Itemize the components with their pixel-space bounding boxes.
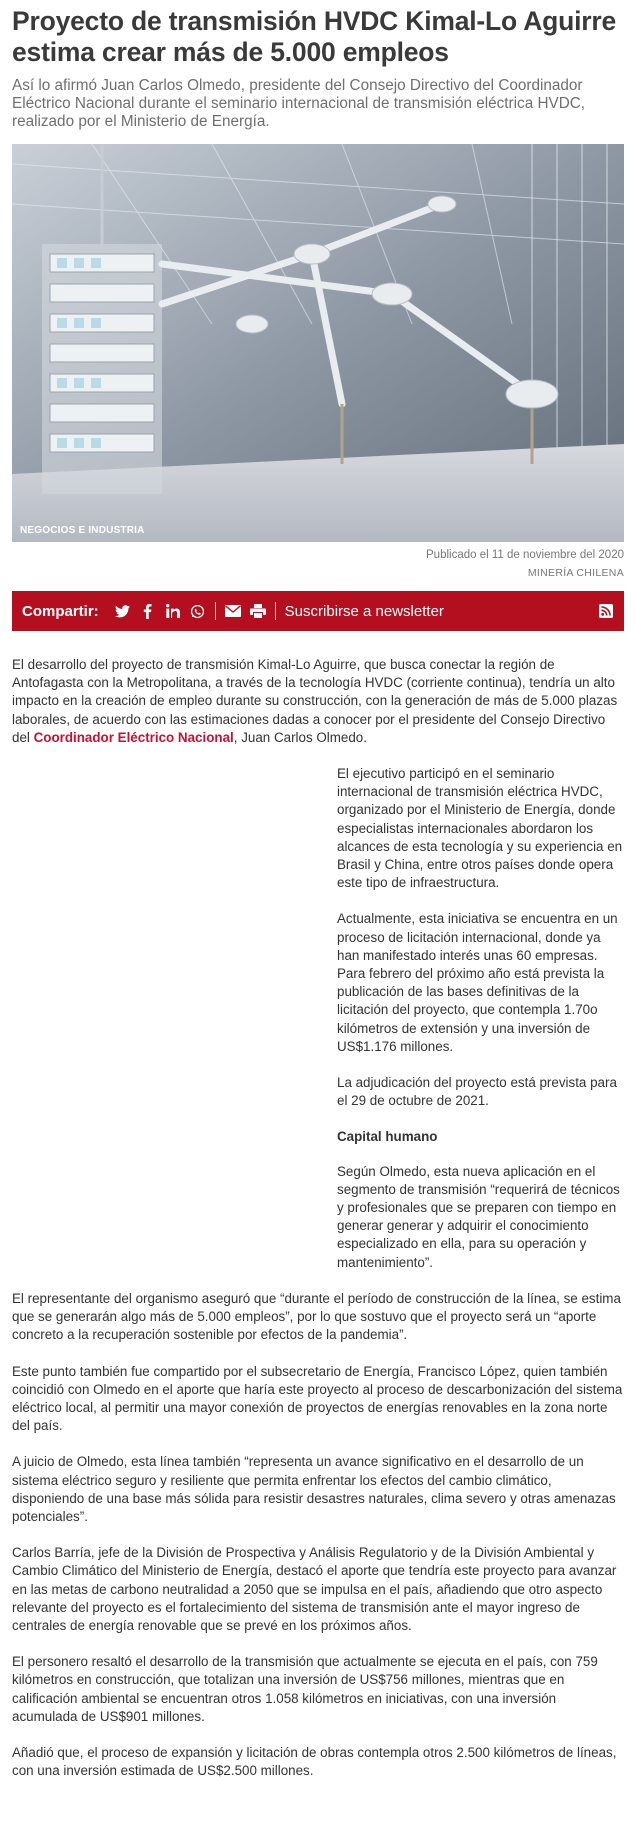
linkedin-icon[interactable] — [165, 603, 181, 619]
paragraph-6: El representante del organismo aseguró que “durante el período de construcción de la línea, se estima que se generarán algo más de 5.000 empleos”, por lo que sostuvo que el proyecto será un “aporte concreto a la recuperación sostenible por efectos de la pandemia”. — [12, 1290, 621, 1343]
coordinador-link[interactable]: Coordinador Eléctrico Nacional — [33, 729, 234, 745]
publish-date: Publicado el 11 de noviembre del 2020 — [426, 549, 624, 561]
share-social-icons — [115, 603, 206, 619]
paragraph-2: El ejecutivo participó en el seminario internacional de transmisión eléctrica HVDC, organizado por el Ministerio de Energía, donde especialistas internacionales abordaron los alcances de esta tecnología y su experiencia en Brasil y China, entre otros países donde opera este tipo de infraestructura. — [337, 766, 623, 891]
divider — [215, 602, 216, 620]
category-badge[interactable]: NEGOCIOS E INDUSTRIA — [20, 525, 145, 536]
paragraph-11: Añadió que, el proceso de expansión y licitación de obras contempla otros 2.500 kilómetros de líneas, con una inversión estimada de US$2.500 millones. — [12, 1744, 617, 1779]
article-title: Proyecto de transmisión HVDC Kimal-Lo Aguirre estima crear más de 5.000 empleos — [12, 6, 617, 67]
whatsapp-icon[interactable] — [190, 603, 206, 619]
paragraph-3: Actualmente, esta iniciativa se encuentra en un proceso de licitación internacional, donde ya han manifestado interés unas 60 empresas. Para febrero del próximo año está prevista la publicación de las bases definitivas de la licitación del proyecto, que contempla 1.70o kilómetros de extensión y una inversión de US$1.176 millones. — [337, 911, 618, 1054]
divider — [275, 602, 276, 620]
inline-ad-space — [12, 765, 337, 1270]
paragraph-1: El desarrollo del proyecto de transmisión Kimal-Lo Aguirre, que busca conectar la región de Antofagasta con la Metropolitana, a través de la tecnología HVDC (corriente continua), tendría un alto impacto en la creación de empleo durante su construcción, con la generación de más de 5.000 plazas laborales, de acuerdo con las estimaciones dadas a conocer por el presidente del Consejo Directivo del Coordinador Eléctrico Nacional, Juan Carlos Olmedo. — [12, 657, 618, 745]
paragraph-7: Este punto también fue compartido por el subsecretario de Energía, Francisco López, quien también coincidió con Olmedo en el aporte que haría este proyecto al proceso de descarbonización del sistema eléctrico local, al permitir una mayor conexión de proyectos de energías renovables en la zona norte del país. — [12, 1363, 623, 1434]
newsletter-link[interactable]: Suscribirse a newsletter — [284, 602, 444, 620]
article-lead: Así lo afirmó Juan Carlos Olmedo, presidente del Consejo Directivo del Coordinador Eléctrico Nacional durante el seminario internacional de transmisión eléctrica HVDC, realizado por el Ministerio de Energía. — [12, 77, 586, 130]
facebook-icon[interactable] — [140, 603, 156, 619]
hvdc-valve-hall-illustration — [12, 144, 624, 542]
rss-icon[interactable] — [598, 603, 614, 619]
paragraph-10: El personero resaltó el desarrollo de la transmisión que actualmente se ejecuta en el país, con 759 kilómetros en construcción, que totalizan una inversión de US$756 millones, mientras que en calificación ambiental se encuentran otros 1.058 kilómetros en iniciativas, con una inversión acumulada de US$901 millones. — [12, 1654, 598, 1724]
paragraph-8: A juicio de Olmedo, esta línea también “representa un avance significativo en el desarrollo de un sistema eléctrico seguro y resiliente que permita enfrentar los efectos del cambio climático, disponiendo de una base más sólida para resistir desastres naturales, clima severo y otras amenazas potenciales”. — [12, 1454, 616, 1524]
article-body — [12, 656, 624, 1780]
source-label: MINERÍA CHILENA — [527, 567, 624, 579]
hero-image — [12, 144, 624, 542]
share-utility-icons — [225, 603, 266, 619]
article — [12, 0, 624, 1798]
share-label: Compartir: — [22, 602, 99, 620]
paragraph-5: Según Olmedo, esta nueva aplicación en el segmento de transmisión “requerirá de técnicos y profesionales que se preparen con tiempo en generar generar y adquirir el conocimiento especializado en ella, para su operación y mantenimiento”. — [337, 1163, 620, 1270]
paragraph-4: La adjudicación del proyecto está prevista para el 29 de octubre de 2021. — [337, 1075, 617, 1109]
print-icon[interactable] — [250, 603, 266, 619]
email-icon[interactable] — [225, 603, 241, 619]
subheading-capital-humano: Capital humano — [337, 1129, 438, 1145]
twitter-icon[interactable] — [115, 603, 131, 619]
paragraph-9: Carlos Barría, jefe de la División de Prospectiva y Análisis Regulatorio y de la División Ambiental y Cambio Climático del Ministerio de Energía, destacó el aporte que tendría este proyecto para avanzar en las metas de carbono neutralidad a 2050 que se impulsa en el país, añadiendo que otro aspecto relevante del proyecto es el fortalecimiento del sistema de transmisión ante el mayor ingreso de centrales de energía renovable que se prevé en los próximos años. — [12, 1545, 617, 1633]
share-bar — [12, 591, 624, 631]
